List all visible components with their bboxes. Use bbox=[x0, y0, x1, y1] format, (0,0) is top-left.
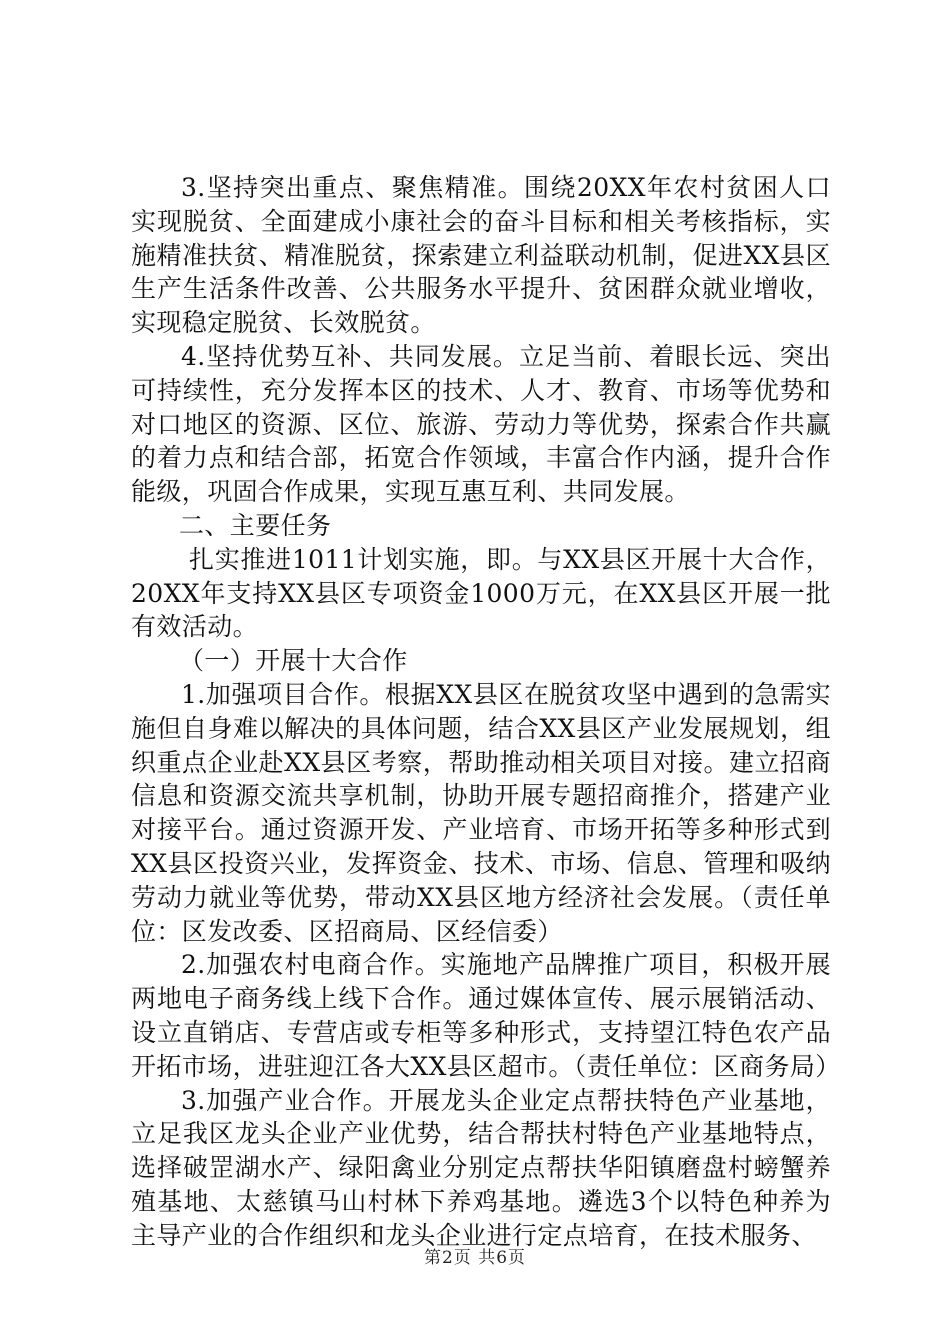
paragraph-item-3: 3.加强产业合作。开展龙头企业定点帮扶特色产业基地，立足我区龙头企业产业优势，结合帮扶村特色产业基地特点，选择破罡湖水产、绿阳禽业分别定点帮扶华阳镇磨盘村螃蟹养殖基地、太慈镇马山村林下养鸡基地。遴选3个以特色种养为主导产业的合作组织和龙头企业进行定点培育，在技术服务、 bbox=[131, 1085, 831, 1250]
document-body bbox=[131, 171, 841, 1253]
paragraph-task-intro: 扎实推进1011计划实施，即。与XX县区开展十大合作，20XX年支持XX县区专项资金1000万元，在XX县区开展一批有效活动。 bbox=[131, 544, 831, 642]
paragraph-item-2: 2.加强农村电商合作。实施地产品牌推广项目，积极开展两地电子商务线上线下合作。通过媒体宣传、展示展销活动、设立直销店、专营店或专柜等多种形式，支持望江特色农产品开拓市场，进驻迎江各大XX县区超市。（责任单位：区商务局） bbox=[131, 950, 841, 1081]
section-heading-main-tasks: 二、主要任务 bbox=[179, 510, 332, 540]
page-number-footer: 第2页 共6页 bbox=[423, 1248, 527, 1268]
paragraph-principle-4: 4.坚持优势互补、共同发展。立足当前、着眼长远、突出可持续性，充分发挥本区的技术、人才、教育、市场等优势和对口地区的资源、区位、旅游、劳动力等优势，探索合作共赢的着力点和结合部，拓宽合作领域，丰富合作内涵，提升合作能级，巩固合作成果，实现互惠互利、共同发展。 bbox=[131, 341, 831, 507]
paragraph-principle-3: 3.坚持突出重点、聚焦精准。围绕20XX年农村贫困人口实现脱贫、全面建成小康社会的奋斗目标和相关考核指标，实施精准扶贫、精准脱贫，探索建立利益联动机制，促进XX县区生产生活条件改善、公共服务水平提升、贫困群众就业增收，实现稳定脱贫、长效脱贫。 bbox=[131, 173, 831, 338]
subsection-heading-ten-cooperations: （一）开展十大合作 bbox=[179, 646, 408, 676]
paragraph-item-1: 1.加强项目合作。根据XX县区在脱贫攻坚中遇到的急需实施但自身难以解决的具体问题，结合XX县区产业发展规划，组织重点企业赴XX县区考察，帮助推动相关项目对接。建立招商信息和资源交流共享机制，协助开展专题招商推介，搭建产业对接平台。通过资源开发、产业培育、市场开拓等多种形式到XX县区投资兴业，发挥资金、技术、市场、信息、管理和吸纳劳动力就业等优势，带动XX县区地方经济社会发展。（责任单位：区发改委、区招商局、区经信委） bbox=[131, 679, 831, 946]
